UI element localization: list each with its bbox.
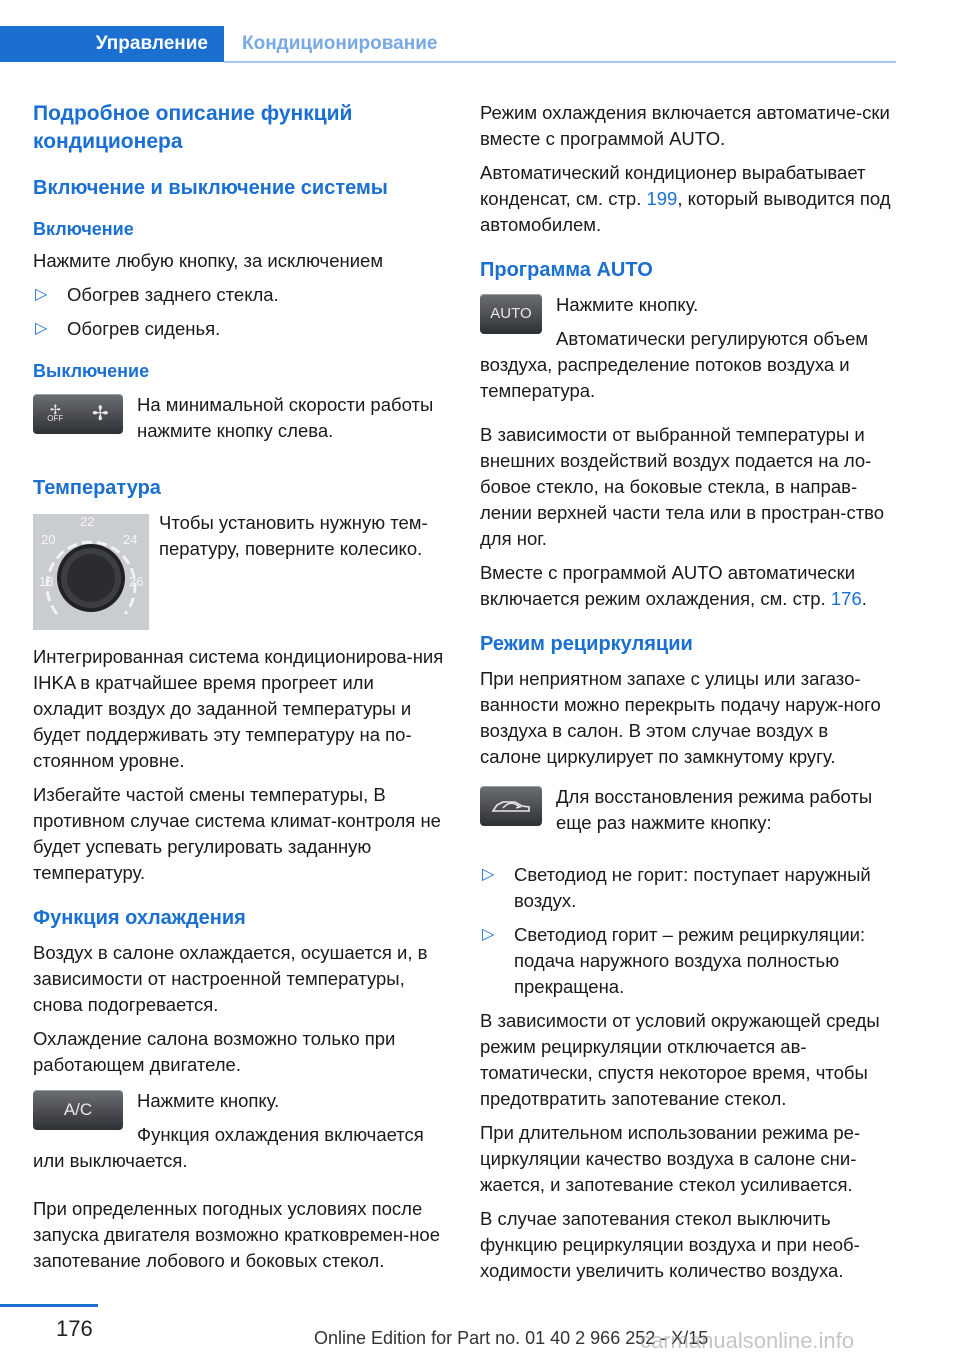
list-item: ▷ Светодиод не горит: поступает наружный воздух. bbox=[482, 864, 871, 911]
fan-icon: ✢ bbox=[91, 403, 109, 425]
heading-auto: Программа AUTO bbox=[480, 259, 653, 281]
paragraph-auto-2: Автоматически регулируются объем воздуха, распределение потоков воздуха и температура. bbox=[480, 328, 869, 401]
footer-rule bbox=[0, 1304, 98, 1307]
page-title: Подробное описание функций кондиционера bbox=[33, 102, 353, 153]
list-item: ▷ Обогрев сиденья. bbox=[33, 316, 447, 342]
list-item: ▷ Светодиод горит – режим рециркуляции: подача наружного воздуха полностью прекращена. bbox=[482, 924, 866, 997]
off-label: OFF bbox=[47, 414, 64, 423]
dial-tick-label: 26 bbox=[129, 574, 144, 589]
paragraph-rec-3: В зависимости от условий окружающей среды режим рециркуляции отключается ав-томатически, спустя некоторое время, чтобы предотвратить запотевание стекол. bbox=[480, 1010, 880, 1109]
left-column bbox=[33, 100, 447, 1282]
paragraph-on: Нажмите любую кнопку, за исключением bbox=[33, 250, 384, 271]
auto-label: AUTO bbox=[490, 305, 532, 322]
triangle-bullet-icon: ▷ bbox=[35, 320, 48, 337]
paragraph-r2: Автоматический кондиционер вырабатывает конденсат, см. стр. 199, который выводится под автомобилем. bbox=[480, 162, 891, 235]
recirculation-button-icon bbox=[480, 786, 542, 826]
recirc-list bbox=[480, 862, 894, 1000]
paragraph-temperature: Чтобы установить нужную тем-пературу, поверните колесико. bbox=[159, 512, 428, 559]
paragraph-cool-1: Воздух в салоне охлаждается, осушается и, в зависимости от настроенной температуры, снова подогревается. bbox=[33, 942, 428, 1015]
paragraph-auto-3: В зависимости от выбранной температуры и внешних воздействий воздух подается на ло-бовое стекло, на боковые стекла, в направ-лении верхней части тела или в простран-ство для ног. bbox=[480, 424, 885, 549]
paragraph-off: На минимальной скорости работы нажмите кнопку слева. bbox=[137, 394, 434, 441]
ac-label: A/C bbox=[63, 1100, 93, 1119]
paragraph-rec-1: При неприятном запахе с улицы или загазо-ванности можно перекрыть подачу наруж-ного воздуха в салон. В этом случае воздух в салоне циркулирует по замкнутому кругу. bbox=[480, 668, 881, 767]
paragraph-ac-1: Нажмите кнопку. bbox=[137, 1090, 280, 1111]
paragraph-ac-2: Функция охлаждения включается или выключается. bbox=[33, 1124, 424, 1171]
paragraph-avoid: Избегайте частой смены температуры, В противном случае система климат-контроля не будет успевать регулировать заданную температуру. bbox=[33, 784, 441, 883]
dial-tick-label: 18 bbox=[39, 574, 54, 589]
fan-off-button-icon bbox=[33, 394, 123, 434]
auto-block bbox=[480, 292, 894, 412]
heading-off: Выключение bbox=[33, 361, 150, 381]
edition-note: Online Edition for Part no. 01 40 2 966 252 - X/15 bbox=[314, 1328, 709, 1348]
temperature-block bbox=[33, 510, 447, 638]
triangle-bullet-icon: ▷ bbox=[35, 286, 48, 303]
paragraph-ihka: Интегрированная система кондиционирова-ния IHKA в кратчайшее время прогреет или охладит воздух до заданной температуры и будет поддерживать эту температуру на по-стоянном уровне. bbox=[33, 646, 444, 771]
on-list bbox=[33, 282, 447, 342]
paragraph-auto-4: Вместе с программой AUTO автоматически включается режим охлаждения, см. стр. 176. bbox=[480, 562, 867, 609]
heading-cooling: Функция охлаждения bbox=[33, 907, 246, 929]
heading-temperature: Температура bbox=[33, 477, 161, 499]
dial-tick-label: 24 bbox=[123, 532, 138, 547]
paragraph-rec-5: В случае запотевания стекол выключить функцию рециркуляции воздуха и при необ-ходимости увеличить количество воздуха. bbox=[480, 1208, 860, 1281]
page-link[interactable]: 199 bbox=[646, 188, 678, 209]
off-block bbox=[33, 392, 447, 452]
paragraph-fog: При определенных погодных условиях после запуска двигателя возможно кратковремен-ное запотевание лобового и боковых стекол. bbox=[33, 1198, 440, 1271]
recirc-block bbox=[480, 784, 894, 844]
section-title: Кондиционирование bbox=[242, 33, 438, 54]
paragraph-auto-1: Нажмите кнопку. bbox=[556, 294, 699, 315]
temperature-dial-icon bbox=[33, 514, 149, 630]
heading-recirculation: Режим рециркуляции bbox=[480, 633, 693, 655]
watermark: carmanualsonline.info bbox=[640, 1328, 855, 1353]
chapter-label: Управление bbox=[95, 33, 208, 54]
triangle-bullet-icon: ▷ bbox=[482, 926, 495, 943]
triangle-bullet-icon: ▷ bbox=[482, 866, 495, 883]
ac-block bbox=[33, 1088, 447, 1182]
header-rule bbox=[224, 61, 896, 63]
heading-onoff: Включение и выключение системы bbox=[33, 177, 388, 199]
heading-on: Включение bbox=[33, 219, 134, 239]
dial-tick-label: 22 bbox=[80, 514, 95, 529]
paragraph-cool-2: Охлаждение салона возможно только при работающем двигателе. bbox=[33, 1028, 396, 1075]
ac-button-icon bbox=[33, 1090, 123, 1130]
right-column bbox=[480, 100, 894, 1292]
dial-tick-label: 20 bbox=[41, 532, 56, 547]
fan-small-icon: ✢ bbox=[49, 402, 61, 417]
car-recirculation-icon bbox=[489, 795, 533, 817]
chapter-tab bbox=[0, 26, 224, 62]
page-link[interactable]: 176 bbox=[830, 588, 862, 609]
paragraph-rec-2: Для восстановления режима работы еще раз нажмите кнопку: bbox=[556, 786, 873, 833]
paragraph-rec-4: При длительном использовании режима ре-циркуляции качество воздуха в салоне сни-жается, и запотевание стекол усиливается. bbox=[480, 1122, 861, 1195]
auto-button-icon bbox=[480, 294, 542, 334]
page-number: 176 bbox=[56, 1316, 93, 1341]
list-item: ▷ Обогрев заднего стекла. bbox=[33, 282, 447, 308]
paragraph-r1: Режим охлаждения включается автоматиче-ски вместе с программой AUTO. bbox=[480, 102, 890, 149]
